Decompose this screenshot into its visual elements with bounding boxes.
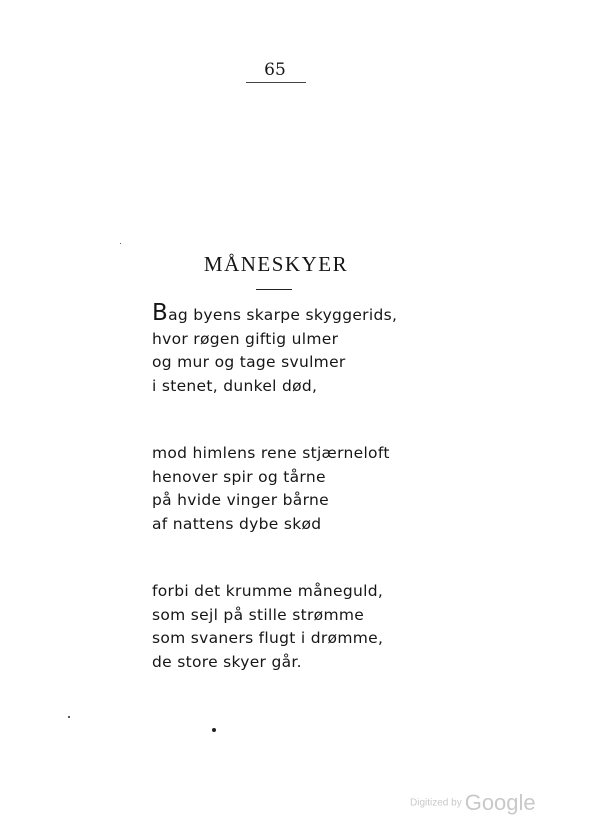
ink-speck (212, 728, 216, 732)
poem-line: som svaners flugt i drømme, (152, 629, 384, 647)
poem-line: hvor røgen giftig ulmer (152, 329, 339, 348)
poem-line-first-rest: ag byens skarpe skyggerids, (168, 306, 398, 324)
poem-line: som sejl på stille strømme (152, 605, 365, 624)
poem-line: på hvide vinger bårne (152, 491, 329, 509)
poem-body (152, 302, 412, 674)
drop-cap: B (152, 300, 169, 326)
poem-line: mod himlens rene stjærneloft (152, 444, 390, 462)
watermark-brand: Google (464, 790, 536, 815)
ink-speck (68, 716, 70, 718)
poem-line: i stenet, dunkel død, (152, 376, 318, 395)
poem-line: henover spir og tårne (152, 467, 326, 486)
poem-line: af nattens dybe skød (152, 514, 322, 533)
title-rule (256, 289, 292, 290)
poem-line: forbi det krumme måneguld, (152, 582, 384, 600)
ink-speck (120, 243, 121, 244)
watermark-prefix: Digitized by (410, 797, 462, 809)
page-number-rule (246, 82, 306, 83)
digitized-watermark (410, 790, 536, 816)
poem-line: og mur og tage svulmer (152, 353, 346, 371)
poem-line-first (152, 302, 412, 328)
stanza-3 (152, 580, 412, 674)
stanza-1 (152, 302, 412, 398)
poem-line: de store skyer går. (152, 652, 302, 671)
stanza-2 (152, 442, 412, 536)
poem-title: MÅNESKYER (203, 252, 349, 276)
page-number: 65 (264, 60, 286, 80)
